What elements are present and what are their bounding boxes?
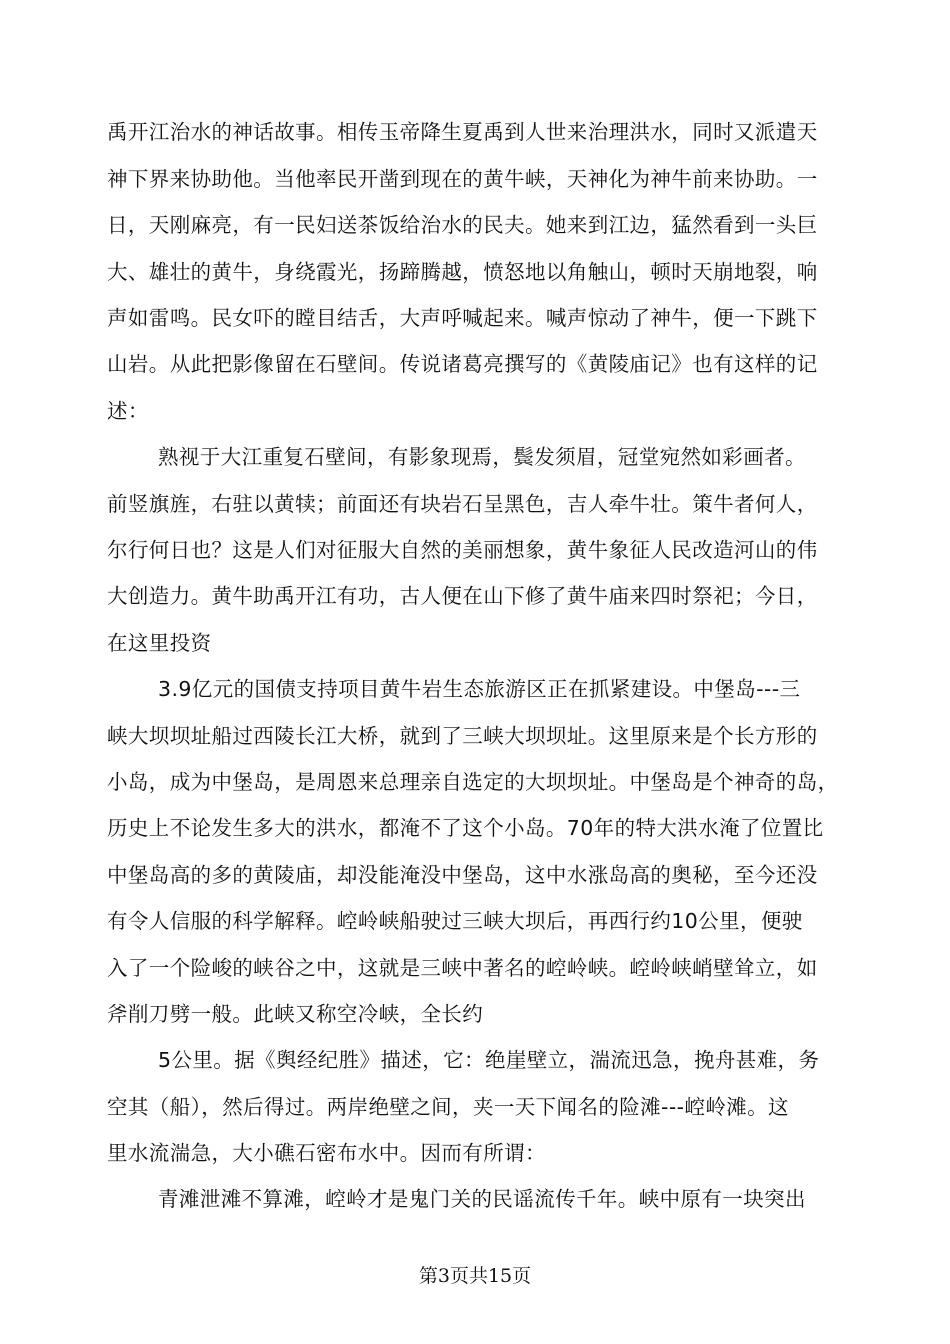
paragraph-line: 5公里。据《舆经纪胜》描述，它：绝崖壁立，湍流迅急，挽舟甚难，务 (158, 1048, 820, 1072)
paragraph-line: 中堡岛高的多的黄陵庙，却没能淹没中堡岛，这中水涨岛高的奥秘，至今还没 (107, 863, 818, 887)
paragraph-line: 尔行何日也？这是人们对征服大自然的美丽想象，黄牛象征人民改造河山的伟 (107, 538, 818, 562)
paragraph-line: 有令人信服的科学解释。崆岭峡船驶过三峡大坝后，再西行约10公里，便驶 (107, 909, 803, 933)
paragraph-line: 前竖旗旌，右驻以黄犊；前面还有块岩石呈黑色，吉人牵牛壮。策牛者何人， (107, 492, 818, 516)
paragraph-line: 青滩泄滩不算滩，崆岭才是鬼门关的民谣流传千年。峡中原有一块突出 (158, 1187, 806, 1211)
paragraph-line: 斧削刀劈一般。此峡又称空冷峡，全长约 (107, 1002, 484, 1026)
paragraph-line: 历史上不论发生多大的洪水，都淹不了这个小岛。70年的特大洪水淹了位置比 (107, 816, 824, 840)
paragraph-line: 述： (107, 399, 149, 423)
paragraph-line: 熟视于大江重复石壁间，有影象现焉，鬓发须眉，冠堂宛然如彩画者。 (158, 445, 806, 469)
paragraph-line: 大、雄壮的黄牛，身绕霞光，扬蹄腾越，愤怒地以角触山，顿时天崩地裂，响 (107, 260, 818, 284)
paragraph-line: 神下界来协助他。当他率民开凿到现在的黄牛峡，天神化为神牛前来协助。一 (107, 167, 818, 191)
paragraph-line: 里水流湍急，大小礁石密布水中。因而有所谓： (107, 1141, 546, 1165)
page-number-footer: 第3页共15页 (418, 1265, 532, 1287)
paragraph-line: 入了一个险峻的峡谷之中，这就是三峡中著名的崆岭峡。崆岭峡峭壁耸立，如 (107, 956, 818, 980)
paragraph-line: 日，天刚麻亮，有一民妇送茶饭给治水的民夫。她来到江边，猛然看到一头巨 (107, 213, 818, 237)
paragraph-line: 峡大坝坝址船过西陵长江大桥，就到了三峡大坝坝址。这里原来是个长方形的 (107, 724, 818, 748)
paragraph-line: 3.9亿元的国债支持项目黄牛岩生态旅游区正在抓紧建设。中堡岛---三 (158, 677, 801, 701)
paragraph-line: 空其（船），然后得过。两岸绝壁之间，夹一天下闻名的险滩---崆岭滩。这 (107, 1095, 789, 1119)
paragraph-line: 禹开江治水的神话故事。相传玉帝降生夏禹到人世来治理洪水，同时又派遣天 (107, 120, 818, 144)
paragraph-line: 大创造力。黄牛助禹开江有功，古人便在山下修了黄牛庙来四时祭祀；今日， (107, 584, 818, 608)
paragraph-line: 小岛，成为中堡岛，是周恩来总理亲自选定的大坝坝址。中堡岛是个神奇的岛， (107, 770, 839, 794)
paragraph-line: 在这里投资 (107, 631, 212, 655)
paragraph-line: 山岩。从此把影像留在石壁间。传说诸葛亮撰写的《黄陵庙记》也有这样的记 (107, 352, 818, 376)
paragraph-line: 声如雷鸣。民女吓的瞠目结舌，大声呼喊起来。喊声惊动了神牛，便一下跳下 (107, 306, 818, 330)
